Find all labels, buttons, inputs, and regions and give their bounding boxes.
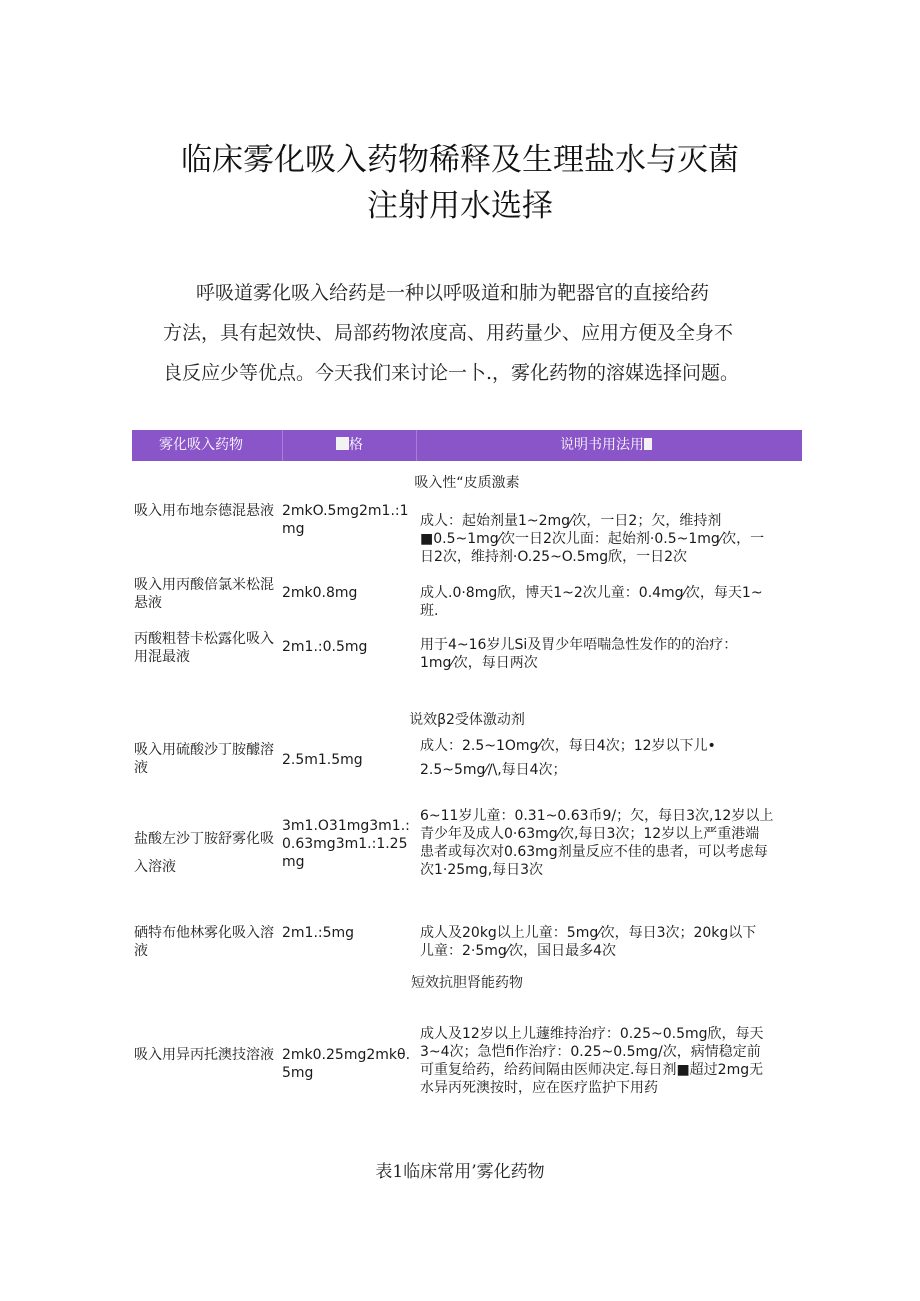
intro-line-2: 方法，具有起效快、局部药物浓度高、用药量少、应用方便及全身不 [163,322,734,344]
table-caption: 表1临床常用’雾化药物 [375,1162,545,1182]
drug-spec: 2.5m1.5mg [282,752,363,768]
intro-line-1: 呼吸道雾化吸入给药是一种以呼吸道和肺为靶器官的直接给药 [196,282,710,304]
intro-line-3: 良反应少等优点。今天我们来讨论一卜.，雾化药物的溶媒选择问题。 [163,362,740,384]
drug-spec: 3m1.O31mg3m1.:0.63mg3m1.:1.25mg [282,818,410,870]
usage-line: 2.5~5mg⁄∕\,每日4次； [420,762,567,778]
missing-glyph-icon [336,437,349,450]
drug-usage [420,512,798,566]
drug-spec: 2mk0.25mg2mkθ.5mg [282,1047,411,1081]
missing-glyph-icon [644,438,652,450]
title-line-1: 临床雾化吸入药物稀释及生理盐水与灭菌 [181,142,739,178]
header-spec [336,430,363,461]
usage-line: 1mg⁄次，每日两次 [420,655,538,671]
usage-line: 班. [420,603,439,619]
usage-line: 成人.0·8mg欣，博天1~2次儿童：0.4mg⁄次，每天1~ [420,585,763,601]
drug-spec: 2m1.:5mg [282,925,355,941]
drug-name: 吸入用布地奈德混悬液 [134,503,274,519]
usage-line: 水异丙死澳按时，应在医疗监护下用药 [420,1080,658,1096]
drug-usage [420,1025,798,1097]
usage-line: 3~4次；急恺fi作治疗：0.25~0.5mg/次，病情稳定前 [420,1044,761,1060]
usage-line: ■0.5~1mg⁄次一日2次儿面：起始剂·0.5~1mg⁄次，一 [420,531,765,547]
drug-name: 吸入用硫酸沙丁胺醵溶液 [134,742,274,776]
usage-line: 成人：2.5~1Omg⁄次，每日4次；12岁以下儿• [420,738,716,754]
usage-line: 6~11岁儿童：0.31~0.63币9/；欠，每日3次,12岁以上 [420,808,774,824]
drug-spec: 2m1.:0.5mg [282,639,368,655]
section-title: 吸入性“皮质激素 [414,475,520,491]
header-divider [282,430,283,461]
section-title: 说效β2受体激动剂 [409,712,525,728]
drug-usage [420,584,798,620]
drug-spec: 2mk0.8mg [282,585,358,601]
header-divider [416,430,417,461]
usage-line: 可重复给药，给药间隔由医师决定.每日剂■超过2mg无 [420,1062,764,1078]
drug-name: 吸入用异丙托澳技溶液 [134,1047,274,1063]
usage-line: 日2次，维持剂·O.25~O.5mg欣，一日2次 [420,549,688,565]
drug-name: 吸入用丙酸倍氯米松混悬液 [134,577,274,611]
usage-line: 成人及20kg以上儿童：5mg⁄次，每日3次；20kg以下 [420,925,757,941]
usage-line: 患者或每次对0.63mg剂量反应不佳的患者，可以考虑每 [420,844,768,860]
header-drug: 雾化吸入药物 [159,437,243,453]
title-line-2: 注射用水选择 [367,188,553,224]
usage-line: 成人及12岁以上儿蘧维持治疗：0.25~0.5mg欣，每天 [420,1026,764,1042]
section-title: 短效抗胆肾能药物 [411,975,523,991]
drug-usage [420,737,798,779]
drug-usage [420,636,798,672]
header-usage-label: 说明书用法用 [560,437,644,453]
usage-line: 成人：起始剂量1~2mg⁄次，一日2；欠，维持剂 [420,513,722,529]
drug-usage [420,924,798,960]
drug-name: 硒特布他林雾化吸入溶液 [134,925,274,959]
table-header [132,430,802,461]
header-spec-label: 格 [349,437,363,453]
drug-spec: 2mkO.5mg2m1.:1mg [282,503,409,537]
drug-name: 丙酸粗替卡松露化吸入用混最液 [134,631,274,665]
drug-usage [420,807,798,879]
usage-line: 儿童：2·5mg⁄次，国日最多4次 [420,943,617,959]
usage-line: 用于4~16岁儿Si及胃少年唔喘急性发作的的治疗： [420,637,738,653]
usage-line: 青少年及成人0·63mg⁄次,每日3次；12岁以上严重港端 [420,826,760,842]
usage-line: 次1·25mg,每日3次 [420,862,544,878]
drug-name: 盐酸左沙丁胺舒雾化吸入溶液 [134,831,274,875]
header-usage [560,430,652,461]
